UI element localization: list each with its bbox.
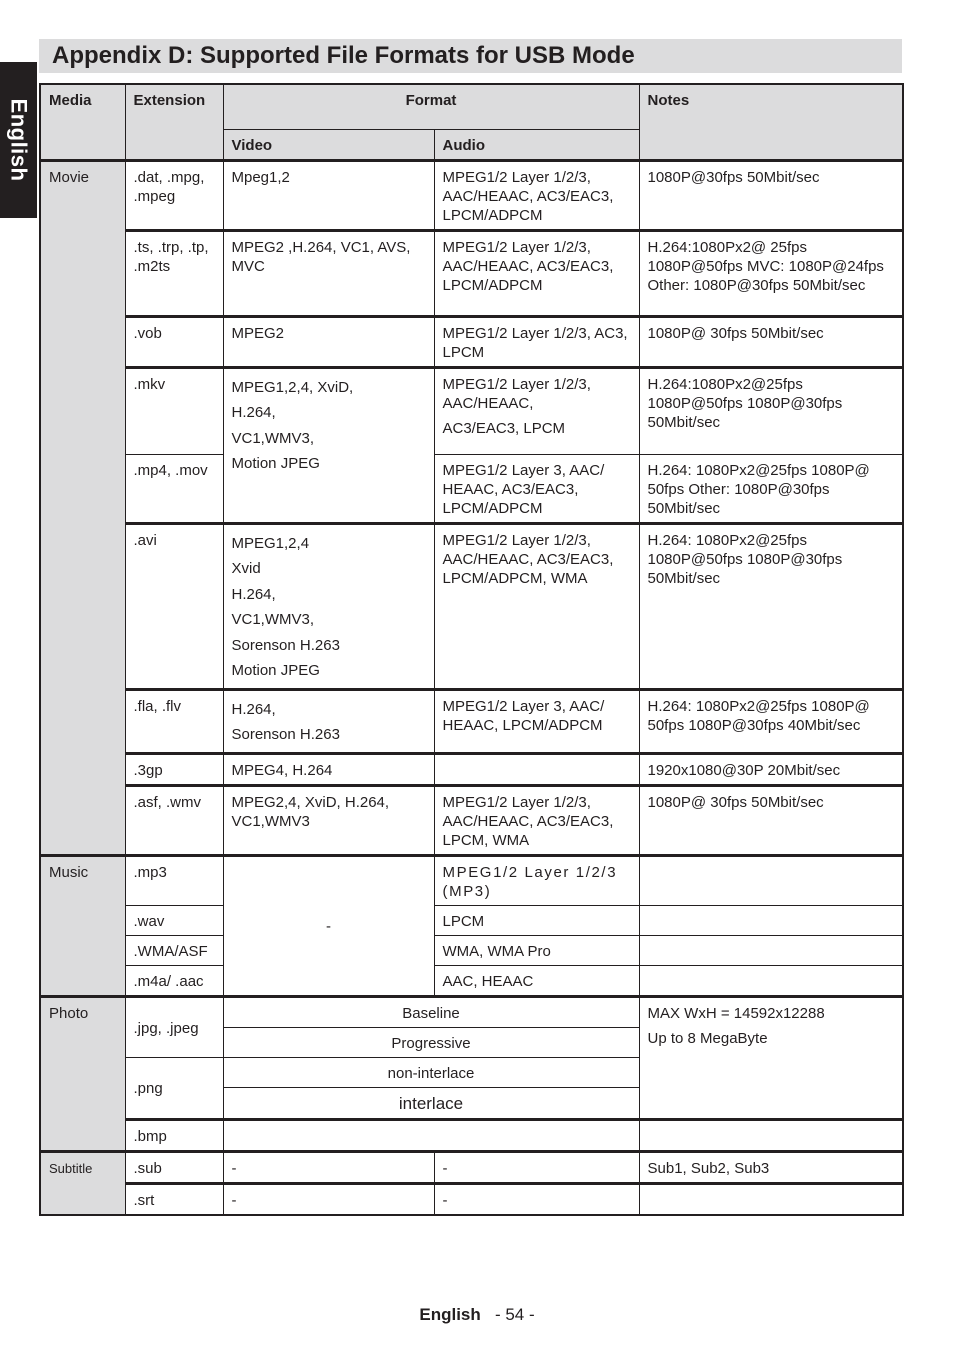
header-format: Format [223,84,639,129]
table-row [40,230,903,316]
format-cell: interlace [223,1087,639,1119]
video-line: Sorenson H.263 [231,726,340,743]
title-bar [39,39,902,73]
extension-cell: .3gp [125,753,223,785]
notes-cell: 1920x1080@30P 20Mbit/sec [639,753,903,785]
video-cell: - [223,1151,434,1183]
video-line: H.264, [231,700,276,718]
video-line: VC1,WMV3, [231,611,315,628]
video-cell: MPEG2 [223,316,434,367]
table-row [40,965,903,996]
header-extension: Extension [125,84,223,160]
notes-cell: 1080P@30fps 50Mbit/sec [639,160,903,230]
extension-cell: .mp4, .mov [125,454,223,523]
table-row [40,935,903,965]
format-cell [223,1119,639,1151]
notes-line: Up to 8 MegaByte [647,1029,768,1047]
table-row [40,1183,903,1215]
notes-cell: H.264: 1080Px2@25fps 1080P@ 50fps Other: 1080P@30fps 50Mbit/sec [639,454,903,523]
table-row [40,1119,903,1151]
extension-cell: .avi [125,523,223,689]
notes-cell [639,965,903,996]
notes-line: MAX WxH = 14592x12288 [647,1004,825,1022]
video-cell: MPEG2 ,H.264, VC1, AVS, MVC [223,230,434,316]
language-side-tab [0,62,37,218]
audio-cell: MPEG1/2 Layer 1/2/3, AC3, LPCM [434,316,639,367]
video-cell: MPEG2,4, XviD, H.264, VC1,WMV3 [223,785,434,855]
language-side-tab-label: English [6,98,32,182]
video-cell [223,523,434,689]
table-row [40,785,903,855]
notes-cell [639,1119,903,1151]
media-photo: Photo [40,996,125,1151]
video-line: H.264, [231,585,276,603]
audio-cell: MPEG1/2 Layer 1/2/3 (MP3) [434,855,639,905]
extension-cell: .mkv [125,367,223,454]
table-row [40,753,903,785]
notes-cell [639,996,903,1119]
notes-cell [639,1183,903,1215]
video-cell [223,689,434,753]
video-cell: - [223,855,434,996]
extension-cell: .mp3 [125,855,223,905]
table-row [40,454,903,523]
video-line: Xvid [231,560,261,577]
table-row [40,996,903,1027]
audio-cell: WMA, WMA Pro [434,935,639,965]
extension-cell: .asf, .wmv [125,785,223,855]
extension-cell: .wav [125,905,223,935]
table-row [40,855,903,905]
extension-cell: .jpg, .jpeg [125,996,223,1057]
notes-cell: H.264: 1080Px2@25fps 1080P@50fps 1080P@30fps 50Mbit/sec [639,523,903,689]
extension-cell: .srt [125,1183,223,1215]
format-cell: Baseline [223,996,639,1027]
audio-cell [434,367,639,454]
page-number: - 54 - [494,1305,535,1324]
audio-cell: MPEG1/2 Layer 1/2/3, AAC/HEAAC, AC3/EAC3, LPCM/ADPCM [434,160,639,230]
extension-cell: .fla, .flv [125,689,223,753]
extension-cell: .sub [125,1151,223,1183]
extension-cell: .WMA/ASF [125,935,223,965]
extension-cell: .vob [125,316,223,367]
footer-language: English [419,1305,481,1324]
table-row [40,523,903,689]
notes-cell [639,935,903,965]
video-line: MPEG1,2,4 [231,534,310,552]
table-row [40,1151,903,1183]
header-audio: Audio [434,129,639,160]
format-cell: non-interlace [223,1057,639,1087]
file-formats-table [39,83,904,1216]
video-line: VC1,WMV3, [231,429,315,447]
audio-cell: MPEG1/2 Layer 1/2/3, AAC/HEAAC, AC3/EAC3, LPCM, WMA [434,785,639,855]
audio-cell: MPEG1/2 Layer 1/2/3, AAC/HEAAC, AC3/EAC3, LPCM/ADPCM, WMA [434,523,639,689]
table-row [40,689,903,753]
header-video: Video [223,129,434,160]
notes-cell: 1080P@ 30fps 50Mbit/sec [639,785,903,855]
video-cell: Mpeg1,2 [223,160,434,230]
video-cell: - [223,1183,434,1215]
notes-cell: H.264:1080Px2@ 25fps 1080P@50fps MVC: 1080P@24fps Other: 1080P@30fps 50Mbit/sec [639,230,903,316]
table-row [40,905,903,935]
notes-cell: Sub1, Sub2, Sub3 [639,1151,903,1183]
table-row [40,367,903,454]
table-row [40,160,903,230]
video-line: H.264, [231,404,276,421]
audio-cell: MPEG1/2 Layer 3, AAC/ HEAAC, AC3/EAC3, LPCM/ADPCM [434,454,639,523]
audio-cell [434,753,639,785]
audio-cell: - [434,1151,639,1183]
media-movie: Movie [40,160,125,855]
audio-cell: MPEG1/2 Layer 3, AAC/ HEAAC, LPCM/ADPCM [434,689,639,753]
header-media: Media [40,84,125,160]
media-subtitle: Subtitle [40,1151,125,1215]
audio-cell: AAC, HEAAC [434,965,639,996]
extension-cell: .ts, .trp, .tp, .m2ts [125,230,223,316]
extension-cell: .m4a/ .aac [125,965,223,996]
video-line: Motion JPEG [231,662,320,679]
header-notes: Notes [639,84,903,160]
video-line: MPEG1,2,4, XviD, [231,378,354,396]
audio-line: MPEG1/2 Layer 1/2/3, AAC/HEAAC, [442,375,591,412]
page-title: Appendix D: Supported File Formats for USB Mode [52,42,635,69]
video-cell [223,367,434,523]
media-music: Music [40,855,125,996]
extension-cell: .bmp [125,1119,223,1151]
video-line: Motion JPEG [231,455,320,472]
extension-cell: .dat, .mpg, .mpeg [125,160,223,230]
audio-cell: MPEG1/2 Layer 1/2/3, AAC/HEAAC, AC3/EAC3, LPCM/ADPCM [434,230,639,316]
audio-cell: LPCM [434,905,639,935]
video-line: Sorenson H.263 [231,636,340,654]
notes-cell [639,855,903,905]
audio-line: AC3/EAC3, LPCM [442,419,566,437]
table-row [40,316,903,367]
format-cell: Progressive [223,1027,639,1057]
video-cell: MPEG4, H.264 [223,753,434,785]
notes-cell: 1080P@ 30fps 50Mbit/sec [639,316,903,367]
notes-cell: H.264:1080Px2@25fps 1080P@50fps 1080P@30fps 50Mbit/sec [639,367,903,454]
audio-cell: - [434,1183,639,1215]
table-header-row [40,84,903,129]
page-footer [0,1305,954,1325]
notes-cell: H.264: 1080Px2@25fps 1080P@ 50fps 1080P@30fps 40Mbit/sec [639,689,903,753]
notes-cell [639,905,903,935]
extension-cell: .png [125,1057,223,1119]
